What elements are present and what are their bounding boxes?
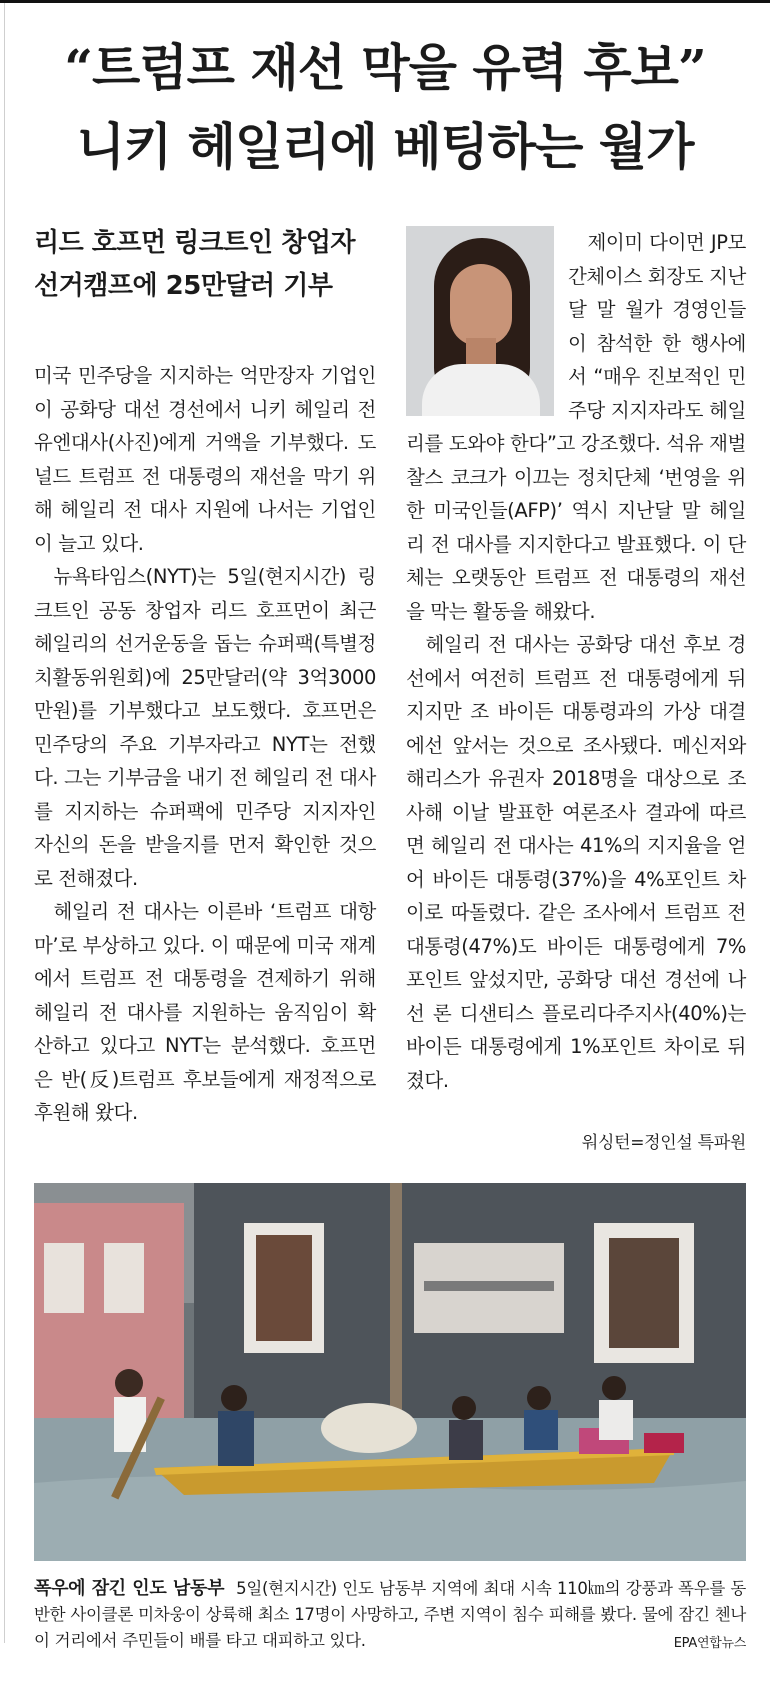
portrait-photo — [406, 226, 554, 416]
article-column-right — [406, 226, 746, 1097]
paragraph: 헤일리 전 대사는 이른바 ‘트럼프 대항마’로 부상하고 있다. 이 때문에 미국 재계에서 트럼프 전 대통령을 견제하기 위해 헤일리 전 대사를 지원하는 움직임이 확산하고 있다고 NYT는 분석했다. 호프먼은 반(反)트럼프 후보들에게 재정적으로 후원해 왔다. — [34, 900, 376, 1124]
photo-caption — [34, 1576, 746, 1654]
photo-caption-text: 5일(현지시간) 인도 남동부 지역에 최대 시속 110㎞의 강풍과 폭우를 동반한 사이클론 미차웅이 상륙해 최소 17명이 사망하고, 주변 지역이 침수 피해를 봤다. 물에 잠긴 첸나이 거리에서 주민들이 배를 타고 대피하고 있다. — [34, 1579, 746, 1650]
subheadline-line-1: 리드 호프먼 링크트인 창업자 — [34, 228, 356, 258]
byline: 워싱턴=정인설 특파원 — [581, 1133, 746, 1153]
paragraph: 뉴욕타임스(NYT)는 5일(현지시간) 링크트인 공동 창업자 리드 호프먼이 최근 헤일리의 선거운동을 돕는 슈퍼팩(특별정치활동위원회)에 25만달러(약 3억3000만원)를 기부했다고 보도했다. 호프먼은 민주당의 주요 기부자라고 NYT는 전했다. 그는 기부금을 내기 전 헤일리 전 대사를 지지하는 슈퍼팩에 민주당 지지자인 자신의 돈을 받을지를 먼저 확인한 것으로 전해졌다. — [34, 565, 376, 890]
article-column-left — [34, 359, 376, 1130]
paragraph: 제이미 다이먼 JP모간체이스 회장도 지난달 말 월가 경영인들이 참석한 한 행사에서 “매우 진보적인 민주당 지지자라도 헤일리를 도와야 한다”고 강조했다. 석유 재벌 찰스 코크가 이끄는 정치단체 ‘번영을 위한 미국인들(AFP)’ 역시 지난달 말 헤일리 전 대사를 지지한다고 발표했다. 이 단체는 오랫동안 트럼프 전 대통령의 재선을 막는 활동을 해왔다. — [406, 231, 746, 623]
paragraph: 미국 민주당을 지지하는 억만장자 기업인이 공화당 대선 경선에서 니키 헤일리 전 유엔대사(사진)에게 거액을 기부했다. 도널드 트럼프 전 대통령의 재선을 막기 위해 헤일리 전 대사 지원에 나서는 기업인이 늘고 있다. — [34, 364, 376, 555]
headline-line-1: “트럼프 재선 막을 유력 후보” — [64, 38, 706, 97]
photo-caption-title: 폭우에 잠긴 인도 남동부 — [34, 1578, 225, 1599]
flood-photo — [34, 1183, 746, 1561]
subheadline — [34, 222, 384, 308]
headline-line-2: 니키 헤일리에 베팅하는 월가 — [76, 117, 694, 176]
subheadline-line-2: 선거캠프에 25만달러 기부 — [34, 271, 333, 301]
left-margin-rule — [4, 3, 5, 1643]
top-rule — [0, 0, 770, 3]
photo-credit: EPA연합뉴스 — [673, 1636, 746, 1651]
paragraph: 헤일리 전 대사는 공화당 대선 후보 경선에서 여전히 트럼프 전 대통령에게 뒤지지만 조 바이든 대통령과의 가상 대결에선 앞서는 것으로 조사됐다. 메신저와 해리스가 유권자 2018명을 대상으로 조사해 이날 발표한 여론조사 결과에 따르면 헤일리 전 대사는 41%의 지지율을 얻어 바이든 대통령(37%)을 4%포인트 차이로 따돌렸다. 같은 조사에서 트럼프 전 대통령(47%)도 바이든 대통령에게 7%포인트 앞섰지만, 공화당 대선 경선에 나선 론 디샌티스 플로리다주지사(40%)는 바이든 대통령에게 1%포인트 차이로 뒤졌다. — [406, 633, 746, 1092]
